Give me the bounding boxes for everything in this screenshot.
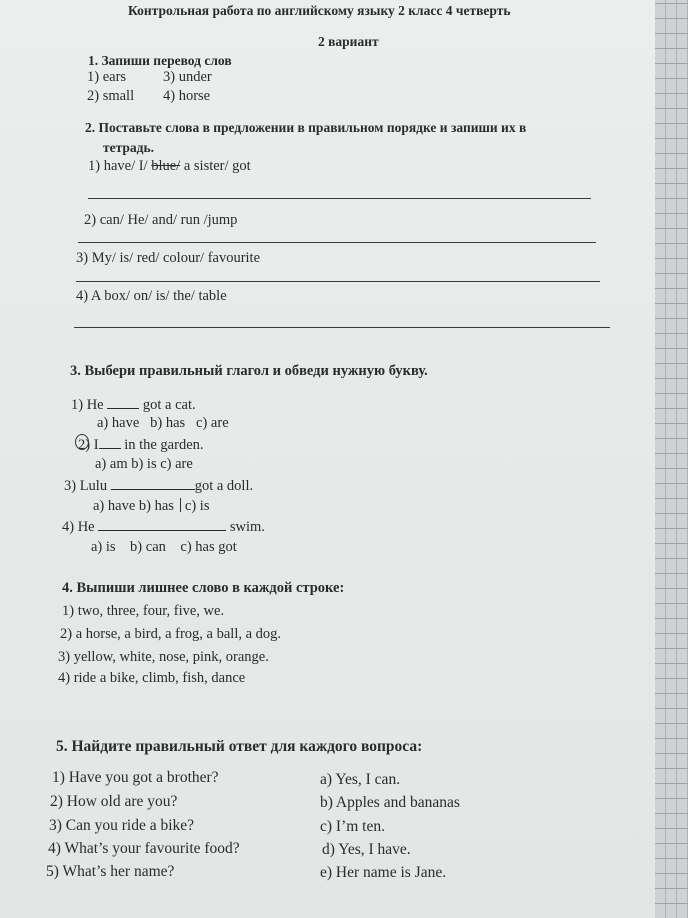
task1-heading: 1. Запиши перевод слов xyxy=(88,53,232,68)
page-title: Контрольная работа по английскому языку 2 класс 4 четверть xyxy=(128,3,511,18)
task5-question: 2) How old are you? xyxy=(50,793,178,810)
task2-item-4: 4) A box/ on/ is/ the/ table xyxy=(76,288,227,304)
q1-end: got a cat. xyxy=(142,397,196,413)
task2-item-2: 2) can/ He/ and/ run /jump xyxy=(84,212,238,228)
task3-options-4: a) is b) can c) has got xyxy=(91,539,237,555)
task5-answer: d) Yes, I have. xyxy=(322,841,411,858)
task2-heading-cont: тетрадь. xyxy=(103,140,155,155)
fill-blank xyxy=(98,518,226,531)
q4-end: swim. xyxy=(229,519,265,535)
task2-item-3: 3) My/ is/ red/ colour/ favourite xyxy=(76,250,261,266)
task3-question-3 xyxy=(64,477,253,494)
q3-end: got a doll. xyxy=(194,478,254,494)
task3-options-1: a) have b) has c) are xyxy=(97,415,229,431)
task5-answer: c) I’m ten. xyxy=(320,818,385,835)
task5-question: 5) What’s her name? xyxy=(46,863,175,880)
task2-struck-word: blue/ xyxy=(151,158,181,174)
q1-start: 1) He xyxy=(71,397,104,413)
task5-question: 3) Can you ride a bike? xyxy=(49,817,195,834)
answer-line xyxy=(88,198,591,199)
task4-line: 2) a horse, a bird, a frog, a ball, a dog. xyxy=(60,626,282,642)
task4-line: 4) ride a bike, climb, fish, dance xyxy=(58,670,246,686)
task2-item-1-text: 1) have/ I/ xyxy=(88,158,152,174)
q2-end: in the garden. xyxy=(124,437,204,453)
q4-start: 4) He xyxy=(62,519,95,535)
task4-line: 3) yellow, white, nose, pink, orange. xyxy=(58,649,269,665)
q3-options-c: c) is xyxy=(184,498,210,514)
task5-answer: e) Her name is Jane. xyxy=(320,864,447,881)
task1-item: 3) under xyxy=(163,69,212,85)
fill-blank xyxy=(99,436,121,449)
answer-line xyxy=(74,327,610,328)
fill-blank xyxy=(107,396,139,409)
task1-item: 1) ears xyxy=(87,69,127,85)
answer-line xyxy=(76,281,600,282)
fill-blank xyxy=(111,477,195,490)
task2-heading: 2. Поставьте слова в предложении в правильном порядке и запиши их в xyxy=(85,120,527,135)
task3-options-3 xyxy=(93,498,209,514)
task4-heading: 4. Выпиши лишнее слово в каждой строке: xyxy=(62,580,345,596)
task3-heading: 3. Выбери правильный глагол и обведи нужную букву. xyxy=(70,363,428,379)
task1-item: 2) small xyxy=(87,88,135,104)
q2-number: 2) xyxy=(78,437,91,453)
task3-options-2: a) am b) is c) are xyxy=(95,456,193,472)
answer-line xyxy=(78,242,596,243)
q3-options-ab: a) have b) has xyxy=(93,498,174,514)
task3-question-4 xyxy=(62,518,265,535)
task5-answer: a) Yes, I can. xyxy=(320,771,401,788)
task3-question-2 xyxy=(78,436,204,453)
task3-question-1 xyxy=(71,396,196,413)
task5-question: 4) What’s your favourite food? xyxy=(48,840,240,857)
q2-start: I xyxy=(93,437,99,453)
notebook-grid-edge xyxy=(655,0,688,918)
task5-answer: b) Apples and bananas xyxy=(320,794,460,811)
q3-start: 3) Lulu xyxy=(64,478,108,494)
task2-item-1-text-end: a sister/ got xyxy=(180,158,251,174)
task5-question: 1) Have you got a brother? xyxy=(52,769,219,786)
task5-heading: 5. Найдите правильный ответ для каждого вопроса: xyxy=(56,738,423,755)
task4-line: 1) two, three, four, five, we. xyxy=(62,603,225,619)
variant-label: 2 вариант xyxy=(318,34,379,49)
task1-item: 4) horse xyxy=(163,88,211,104)
pen-mark xyxy=(180,498,181,512)
task2-item-1 xyxy=(88,159,251,174)
